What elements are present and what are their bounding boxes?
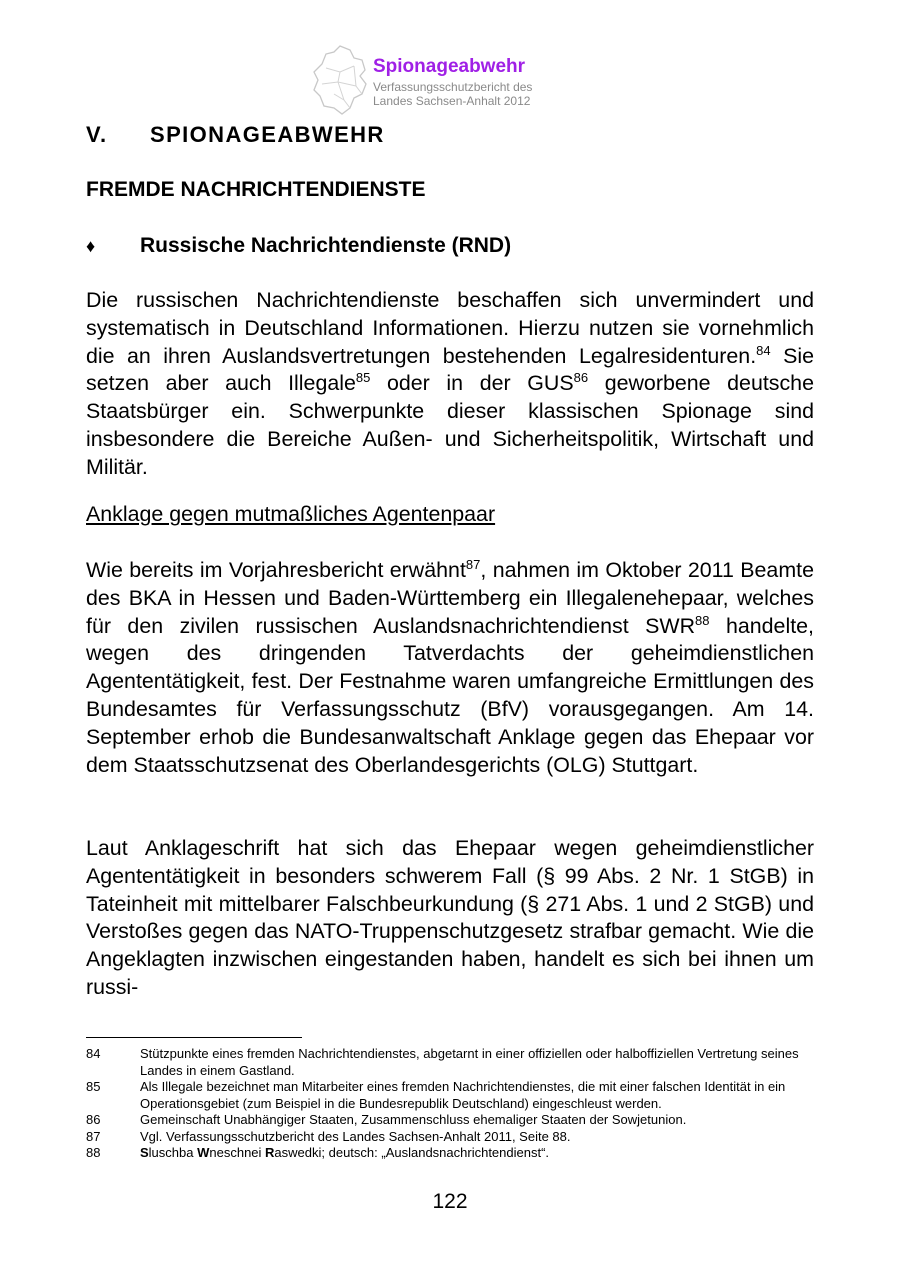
paragraph-1: [86, 287, 814, 482]
paragraph-1-text-b: Sie setzen aber auch Illegale: [86, 343, 815, 396]
chapter-heading: [86, 122, 385, 148]
footnote-ref-85[interactable]: 85: [355, 370, 371, 386]
footnote-bold-initial: S: [140, 1145, 149, 1160]
paragraph-1-text-a: Die russischen Nachrichtendienste beschaffen sich unvermindert und systematisch in Deutschland Informationen. Hierzu nutzen sie vornehmlich die an ihren Auslandsvertretungen bestehenden Legalresidenturen.: [86, 288, 814, 368]
chapter-number: V.: [86, 122, 108, 147]
footnote-number: 85: [86, 1079, 101, 1094]
footnote-text-part: luschba: [148, 1145, 198, 1160]
footnote: [86, 1129, 814, 1146]
footnote-bold-initial: W: [197, 1145, 210, 1160]
footnote-number: 84: [86, 1046, 101, 1061]
paragraph-2-text-c: handelte, wegen des dringenden Tatverdachts der geheimdienstlichen Agententätigkeit, fest. Der Festnahme waren umfangreiche Ermittlungen des Bundesamtes für Verfassungsschutz (BfV) vorausgegangen. Am 14. September erhob die Bundesanwaltschaft Anklage gegen das Ehepaar vor dem Staatsschutzsenat des Oberlandesgerichts (OLG) Stuttgart.: [86, 613, 814, 777]
section-heading: FREMDE NACHRICHTENDIENSTE: [86, 178, 426, 201]
paragraph-2: [86, 557, 814, 779]
diamond-bullet-icon: ♦: [86, 236, 96, 256]
footnote-text: Gemeinschaft Unabhängiger Staaten, Zusammenschluss ehemaliger Staaten der Sowjetunion.: [140, 1112, 687, 1127]
footnote-divider: [86, 1037, 302, 1038]
footnote: [86, 1112, 814, 1129]
page-body: [86, 0, 814, 1272]
footnote-text: [140, 1145, 814, 1162]
header-subtitle-line2: Landes Sachsen-Anhalt 2012: [373, 94, 531, 108]
paragraph-1-text-c: oder in der GUS: [370, 371, 574, 396]
footnote: [86, 1046, 814, 1079]
footnote-ref-88[interactable]: 88: [695, 612, 710, 628]
paragraph-2-text-b: , nahmen im Oktober 2011 Beamte des BKA in Hessen und Baden-Württemberg ein Illegalenehepaar, welches für den zivilen russischen Auslandsnachrichtendienst SWR: [86, 558, 814, 638]
footnote-ref-86[interactable]: 86: [573, 370, 589, 386]
header-subtitle-line1: Verfassungsschutzbericht des: [373, 80, 533, 94]
footnote-number: 88: [86, 1145, 101, 1160]
footnote-text: Vgl. Verfassungsschutzbericht des Landes Sachsen-Anhalt 2011, Seite 88.: [140, 1128, 571, 1144]
header-title: Spionageabwehr: [373, 56, 526, 77]
footnote-text-part: neschnei: [209, 1145, 266, 1160]
footnote-ref-84[interactable]: 84: [756, 342, 771, 358]
paragraph-2-text-a: Wie bereits im Vorjahresbericht erwähnt: [86, 558, 466, 582]
footnote: [86, 1145, 814, 1162]
footnote-bold-initial: R: [265, 1145, 275, 1160]
footnote-number: 86: [86, 1112, 101, 1127]
footnote-ref-87[interactable]: 87: [465, 557, 481, 572]
chapter-title: SPIONAGEABWEHR: [150, 122, 385, 147]
footnote-number: 87: [86, 1128, 101, 1144]
paragraph-1-text-d: geworbene deutsche Staatsbürger ein. Schwerpunkte dieser klassischen Spionage sind insbesondere die Bereiche Außen- und Sicherheitspolitik, Wirtschaft und Militär.: [86, 371, 814, 479]
footnote-text: Als Illegale bezeichnet man Mitarbeiter eines fremden Nachrichtendienstes, die mit einer falschen Identität in ein Operationsgebiet (zum Beispiel in die Bundesrepublik Deutschland) eingeschleust werden.: [140, 1079, 786, 1111]
footnote-text-part: aswedki; deutsch: „Auslandsnachrichtendienst“.: [274, 1145, 550, 1160]
footnote: [86, 1079, 814, 1112]
footnotes: [86, 1046, 814, 1162]
underlined-subheading: Anklage gegen mutmaßliches Agentenpaar: [86, 502, 496, 526]
paragraph-3: Laut Anklageschrift hat sich das Ehepaar wegen geheimdienstlicher Agententätigkeit in besonders schwerem Fall (§ 99 Abs. 2 Nr. 1 StGB) in Tateinheit mit mittelbarer Falschbeurkundung (§ 271 Abs. 1 und 2 StGB) und Verstoßes gegen das NATO-Truppenschutzgesetz strafbar gemacht. Wie die Angeklagten inzwischen eingestanden haben, handelt es sich bei ihnen um russi-: [86, 836, 814, 999]
page-number: 122: [432, 1190, 468, 1213]
subsection-heading: [86, 234, 511, 258]
subsection-title: Russische Nachrichtendienste (RND): [140, 234, 512, 257]
footnote-text: Stützpunkte eines fremden Nachrichtendienstes, abgetarnt in einer offiziellen oder halboffiziellen Vertretung seines Landes in einem Gastland.: [140, 1046, 799, 1078]
